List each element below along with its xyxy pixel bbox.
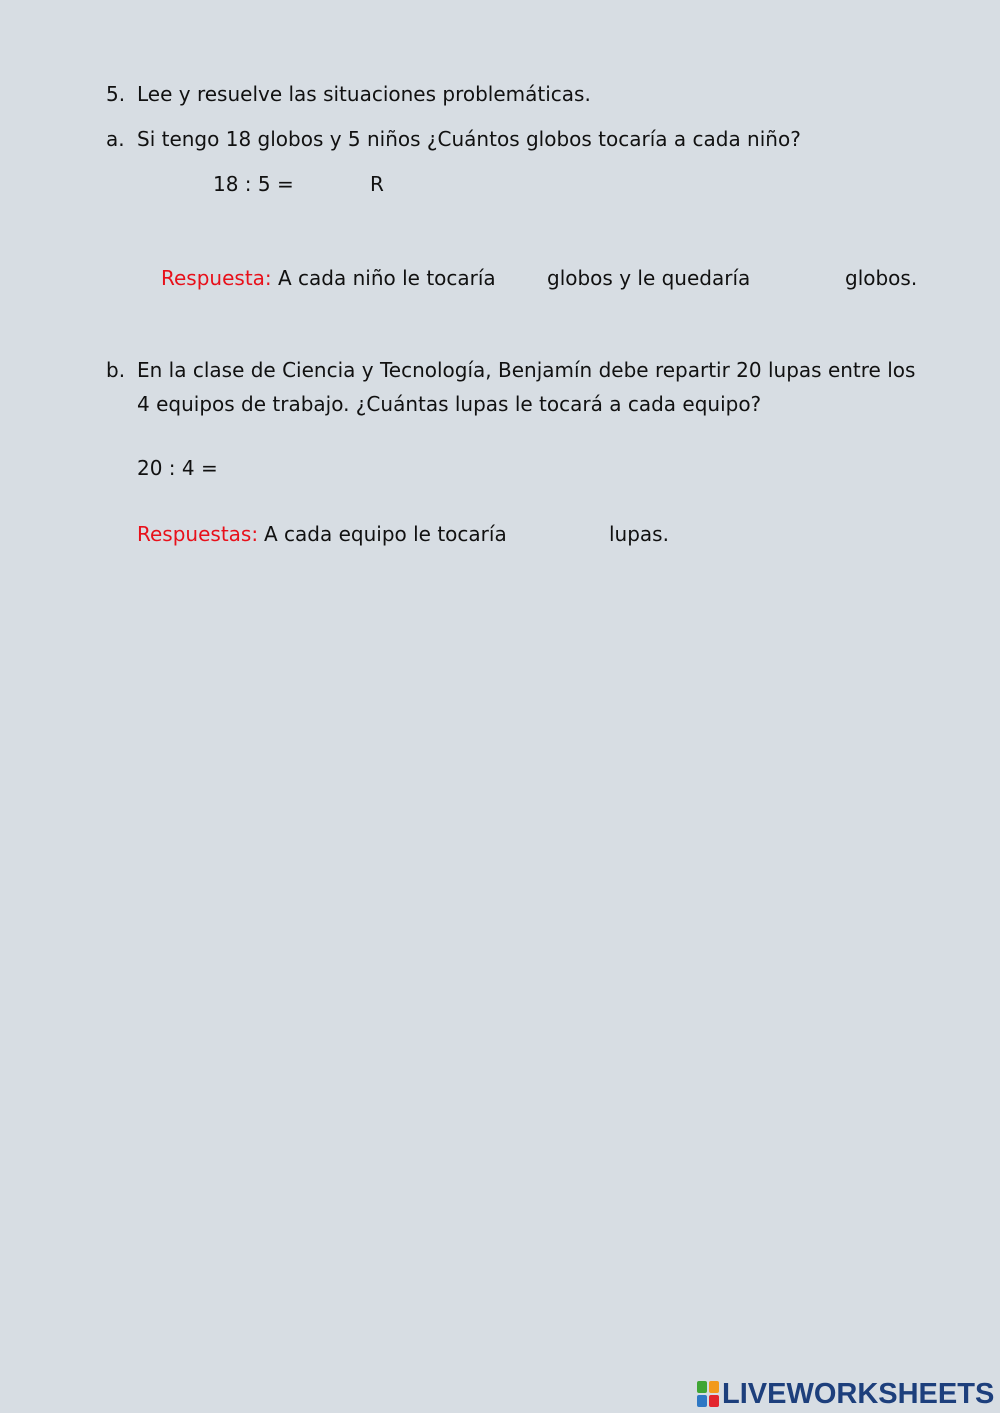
liveworksheets-icon (697, 1381, 719, 1407)
problem-b-answer-label: Respuestas: (137, 522, 259, 546)
exercise-number: 5. (106, 82, 126, 106)
problem-b-quotient-input[interactable] (220, 454, 304, 482)
problem-a-globos-each-input[interactable] (500, 264, 546, 292)
problem-a-operation: 18 : 5 = (213, 172, 294, 196)
exercise-title: Lee y resuelve las situaciones problemáticas. (137, 82, 591, 106)
problem-a-answer-part1: A cada niño le tocaría (278, 266, 496, 290)
problem-b-lupas-input[interactable] (512, 520, 606, 548)
problem-a-remainder-input[interactable] (390, 170, 464, 198)
liveworksheets-logo (697, 1378, 994, 1410)
problem-b-question-line2: 4 equipos de trabajo. ¿Cuántas lupas le tocará a cada equipo? (137, 392, 762, 416)
liveworksheets-wordmark: LIVEWORKSHEETS (722, 1377, 995, 1410)
problem-b-answer-part1: A cada equipo le tocaría (264, 522, 507, 546)
problem-a-remainder-label: R (370, 172, 384, 196)
problem-a-label: a. (106, 127, 125, 151)
problem-a-quotient-input[interactable] (290, 170, 366, 198)
problem-b-answer-part2: lupas. (609, 522, 669, 546)
problem-a-globos-left-input[interactable] (760, 264, 842, 292)
problem-b-label: b. (106, 358, 126, 382)
problem-a-answer-label: Respuesta: (161, 266, 272, 290)
problem-a-answer-part2: globos y le quedaría (547, 266, 751, 290)
problem-a-question: Si tengo 18 globos y 5 niños ¿Cuántos globos tocaría a cada niño? (137, 127, 801, 151)
problem-a-answer-part3: globos. (845, 266, 918, 290)
problem-b-question-line1: En la clase de Ciencia y Tecnología, Benjamín debe repartir 20 lupas entre los (137, 358, 916, 382)
problem-b-operation: 20 : 4 = (137, 456, 218, 480)
